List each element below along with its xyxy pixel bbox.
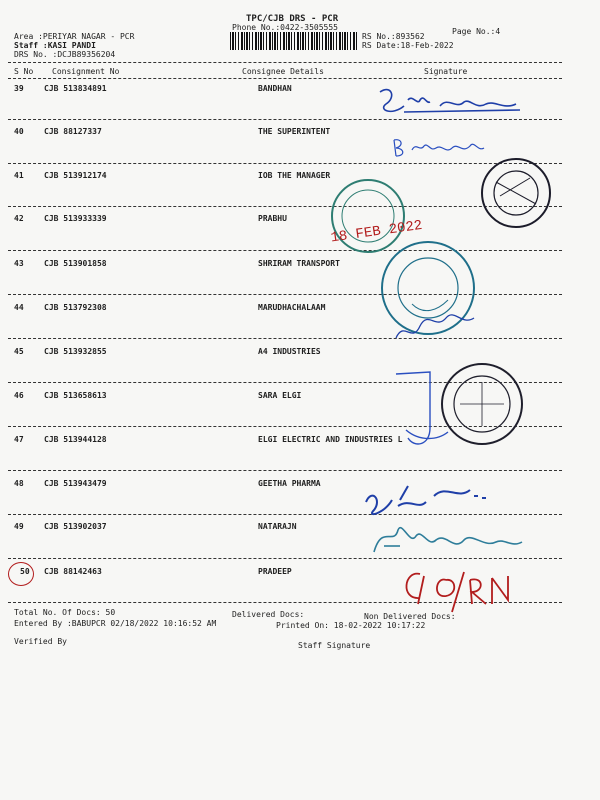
- date-stamp: 18 FEB 2022: [329, 217, 424, 247]
- rs-date: RS Date:18-Feb-2022: [362, 41, 454, 50]
- stamp-shriram: [382, 242, 474, 334]
- row-consignment: CJB 513944128: [44, 435, 107, 444]
- row-consignee: THE SUPERINTENT: [258, 127, 331, 136]
- row-consignment: CJB 513658613: [44, 391, 107, 400]
- row-sno: 40: [14, 127, 24, 136]
- col-header-sno: S No: [14, 67, 34, 76]
- total-docs: Total No. Of Docs: 50: [14, 608, 116, 617]
- row-sno: 45: [14, 347, 24, 356]
- row-consignee: GEETHA PHARMA: [258, 479, 321, 488]
- col-header-consignment: Consignment No: [52, 67, 120, 76]
- printed-on: Printed On: 18-02-2022 10:17:22: [276, 621, 426, 630]
- row-sno: 41: [14, 171, 24, 180]
- signature-row50: [406, 572, 508, 612]
- row-sno: 48: [14, 479, 24, 488]
- row-consignee: IOB THE MANAGER: [258, 171, 331, 180]
- rs-number: RS No.:893562: [362, 32, 425, 41]
- row-consignee: MARUDHACHALAAM: [258, 303, 326, 312]
- row-consignee: PRABHU: [258, 214, 287, 223]
- row-consignment: CJB 513912174: [44, 171, 107, 180]
- row-sno: 50: [20, 567, 30, 576]
- row-sno: 49: [14, 522, 24, 531]
- drs-number: DRS No. :DCJB89356204: [14, 50, 116, 59]
- row-consignment: CJB 513943479: [44, 479, 107, 488]
- row-consignee: SHRIRAM TRANSPORT: [258, 259, 340, 268]
- entered-by: Entered By :BABUPCR 02/18/2022 10:16:52 AM: [14, 619, 217, 628]
- row-consignment: CJB 88142463: [44, 567, 102, 576]
- sheet-title: TPC/CJB DRS - PCR: [246, 14, 339, 24]
- row-sno: 46: [14, 391, 24, 400]
- row-consignment: CJB 88127337: [44, 127, 102, 136]
- non-delivered-docs: Non Delivered Docs:: [364, 612, 456, 621]
- row-consignment: CJB 513932855: [44, 347, 107, 356]
- stamp-elgi: [442, 364, 522, 444]
- row-consignee: ELGI ELECTRIC AND INDUSTRIES L: [258, 435, 403, 444]
- stamp-round-dark: [482, 159, 550, 227]
- row-consignment: CJB 513902037: [44, 522, 107, 531]
- staff-signature: Staff Signature: [298, 641, 371, 650]
- row-consignment: CJB 513834891: [44, 84, 107, 93]
- signature-row40: [394, 140, 484, 156]
- col-header-signature: Signature: [424, 67, 468, 76]
- row-consignment: CJB 513792308: [44, 303, 107, 312]
- signature-row39: [380, 90, 520, 112]
- signature-row44: [396, 315, 474, 338]
- area-label: Area :PERIYAR NAGAR - PCR: [14, 32, 135, 41]
- row-sno: 47: [14, 435, 24, 444]
- row-consignment: CJB 513901858: [44, 259, 107, 268]
- delivered-docs: Delivered Docs:: [232, 610, 305, 619]
- signature-row46: [396, 372, 448, 444]
- row-consignment: CJB 513933339: [44, 214, 107, 223]
- row-consignee: NATARAJN: [258, 522, 297, 531]
- phone-number: Phone No.:0422-3505555: [232, 23, 338, 32]
- staff-label: Staff :KASI PANDI: [14, 41, 96, 50]
- row-consignee: BANDHAN: [258, 84, 292, 93]
- verified-by: Verified By: [14, 637, 67, 646]
- row-consignee: PRADEEP: [258, 567, 292, 576]
- row-sno: 42: [14, 214, 24, 223]
- row-consignee: SARA ELGI: [258, 391, 302, 400]
- row-consignee: A4 INDUSTRIES: [258, 347, 321, 356]
- row-sno: 39: [14, 84, 24, 93]
- signature-row48: [366, 486, 486, 514]
- page-number: Page No.:4: [452, 27, 501, 36]
- signature-row49: [374, 528, 522, 552]
- row-sno: 43: [14, 259, 24, 268]
- row-sno: 44: [14, 303, 24, 312]
- col-header-consignee: Consignee Details: [242, 67, 324, 76]
